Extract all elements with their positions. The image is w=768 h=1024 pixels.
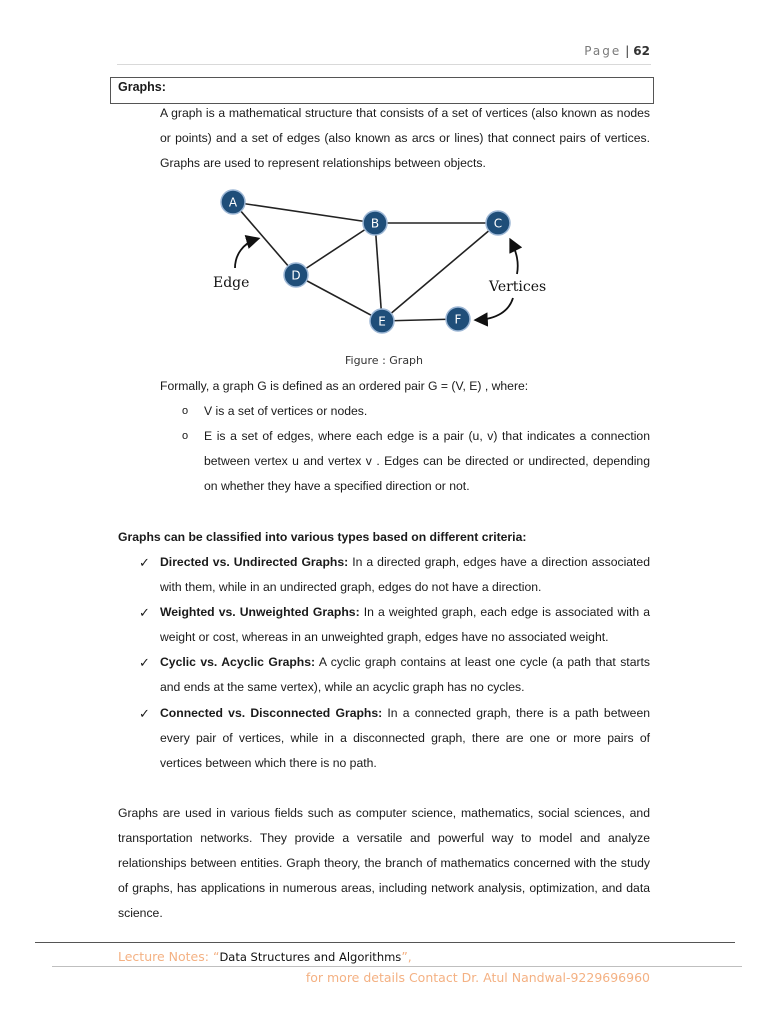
vertex-a (221, 190, 245, 214)
footer-title: Data Structures and Algorithms (219, 950, 402, 964)
vertex-d (284, 263, 308, 287)
intro-paragraph: A graph is a mathematical structure that consists of a set of vertices (also known as nodes or points) and a set of edges (also known as arcs or lines) that connect pairs of vertices. Graphs are used to represent relationships between objects. (160, 106, 650, 170)
svg-text:E: E (378, 314, 386, 329)
vertex-e (370, 309, 394, 333)
type-term: Cyclic vs. Acyclic Graphs: (160, 655, 316, 669)
definition-intro: Formally, a graph G is defined as an ordered pair G = (V, E) , where: (160, 379, 529, 393)
check-icon: ✓ (139, 706, 150, 721)
definition-item-vertices: V is a set of vertices or nodes. (204, 404, 368, 418)
edge-b-e (375, 223, 382, 321)
svg-text:F: F (454, 312, 462, 327)
footer-rule-bottom (52, 966, 742, 967)
bullet-marker-2: o (182, 430, 189, 442)
check-icon: ✓ (139, 605, 150, 620)
svg-text:B: B (370, 216, 380, 231)
svg-text:A: A (228, 195, 238, 210)
edge-a-b (233, 202, 375, 223)
vertices-annotation-arrow-f (477, 298, 513, 320)
type-term: Connected vs. Disconnected Graphs: (160, 706, 383, 720)
classification-heading: Graphs can be classified into various types based on different criteria: (118, 530, 527, 544)
edge-c-e (382, 223, 498, 321)
type-directed (160, 550, 650, 600)
page-separator: | (625, 44, 630, 58)
type-text: A cyclic graph contains at least one cycle (a path that starts and ends at the same vertex), while an acyclic graph has no cycles. (160, 655, 651, 694)
graph-figure (195, 185, 555, 340)
vertices-label: Vertices (489, 279, 547, 295)
type-text: In a directed graph, edges have a direction associated with them, while in an undirected graph, edges do not have a direction. (160, 555, 650, 594)
header-rule (117, 64, 651, 65)
bullet-marker-1: o (182, 405, 189, 417)
footer-open-quote: “ (212, 949, 220, 964)
footer-lead: Lecture Notes: (118, 949, 213, 964)
footer-close-quote: ”, (401, 949, 412, 964)
svg-text:C: C (493, 216, 503, 231)
page-word: Page (584, 44, 622, 58)
type-weighted (160, 600, 650, 650)
check-icon: ✓ (139, 655, 150, 670)
page-number-header (584, 44, 650, 58)
section-title: Graphs: (118, 80, 166, 94)
footer-contact: for more details Contact Dr. Atul Nandwal-9229696960 (305, 970, 650, 985)
definition-item-edges: E is a set of edges, where each edge is a pair (u, v) that indicates a connection between vertex u and vertex v . Edges can be directed or undirected, depending on whether they have a specified direction or not. (204, 429, 650, 493)
page-number: 62 (633, 44, 650, 58)
edge-b-d (296, 223, 375, 275)
vertex-c (486, 211, 510, 235)
edge-annotation-arrow (235, 239, 257, 268)
vertices-annotation-arrow-c (511, 241, 518, 274)
section-title-box (110, 77, 654, 104)
check-icon: ✓ (139, 555, 150, 570)
edge-a-d (233, 202, 296, 275)
edge-label: Edge (213, 275, 250, 291)
vertex-b (363, 211, 387, 235)
edge-d-e (296, 275, 382, 321)
type-text: In a connected graph, there is a path between every pair of vertices, while in a disconnected graph, there are one or more pairs of vertices between which there is no path. (160, 706, 651, 770)
type-connected (160, 701, 650, 776)
svg-text:D: D (291, 268, 301, 283)
footer-rule-top (35, 942, 735, 943)
type-term: Weighted vs. Unweighted Graphs: (160, 605, 360, 619)
type-cyclic (160, 650, 650, 700)
closing-paragraph: Graphs are used in various fields such as computer science, mathematics, social sciences, and transportation networks. They provide a versatile and powerful way to model and analyze relationships between entities. Graph theory, the branch of mathematics concerned with the study of graphs, has applications in numerous areas, including network analysis, optimization, and data science. (118, 806, 650, 920)
type-term: Directed vs. Undirected Graphs: (160, 555, 349, 569)
footer-lecture-notes (118, 949, 412, 964)
figure-caption: Figure : Graph (344, 354, 424, 367)
type-text: In a weighted graph, each edge is associated with a weight or cost, whereas in an unweighted graph, edges have no associated weight. (160, 605, 650, 644)
vertex-f (446, 307, 470, 331)
